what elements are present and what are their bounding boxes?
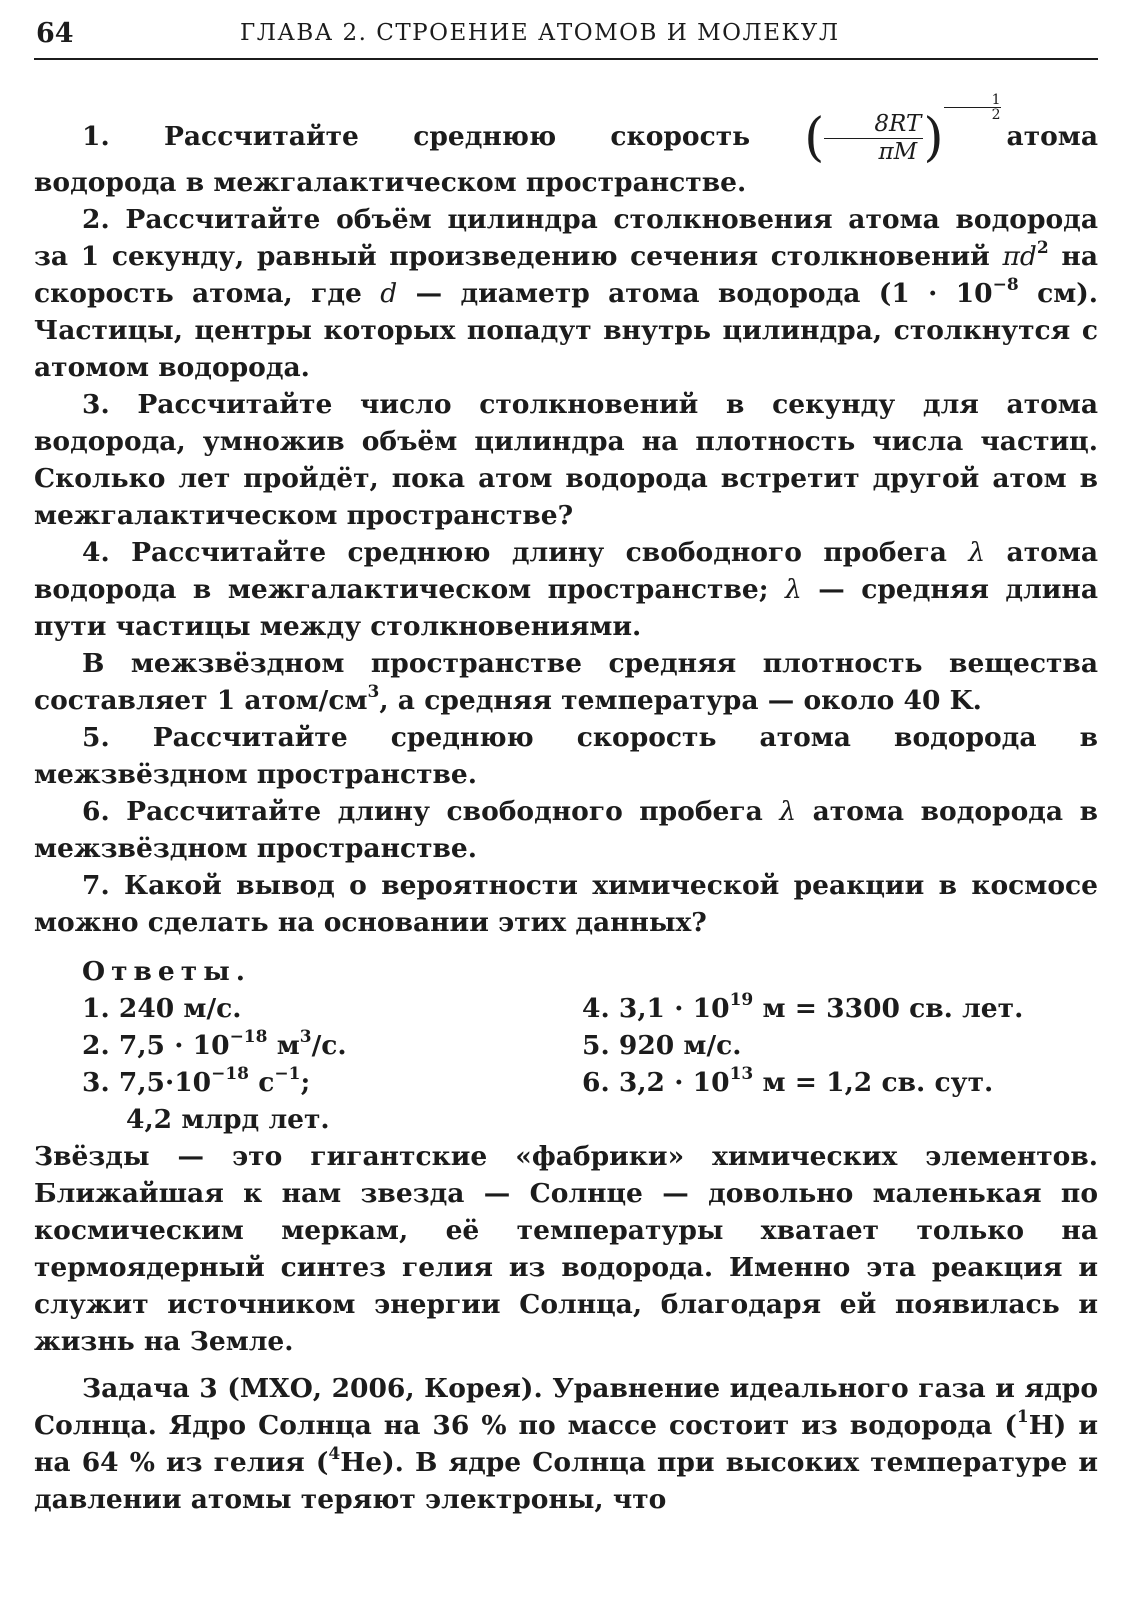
task-3-text-c: He). В ядре Солнца при высоких температуре и давлении атомы теряют электроны, что xyxy=(34,1447,1099,1515)
page-body xyxy=(34,92,1099,1518)
question-2-text-b: на скорость атома, где xyxy=(34,241,1098,309)
question-1-text: 1. Рассчитайте среднюю скорость xyxy=(82,121,751,152)
answer-2-end: /с. xyxy=(311,1030,347,1061)
answer-5: 5. 920 м/с. xyxy=(582,1030,742,1061)
answer-2-unit: м xyxy=(267,1030,300,1061)
task-3-paragraph xyxy=(34,1370,1098,1518)
d-symbol: d xyxy=(380,278,398,309)
question-7: 7. Какой вывод о вероятности химической реакции в космосе можно сделать на основании этих данных? xyxy=(34,870,1098,938)
question-4-text-c: — средняя длина пути частицы между столкновениями. xyxy=(34,574,1098,642)
fraction-numerator: 8RT xyxy=(824,113,923,139)
interstellar-paragraph xyxy=(34,645,1098,719)
answer-3-base: 3. 7,5·10 xyxy=(82,1067,212,1098)
exponent: −18 xyxy=(211,1064,250,1085)
mass-number: 4 xyxy=(328,1444,341,1465)
task-3-text-b: H) и на 64 % из гелия ( xyxy=(34,1410,1098,1478)
chapter-title: ГЛАВА 2. СТРОЕНИЕ АТОМОВ И МОЛЕКУЛ xyxy=(240,20,840,46)
question-4-text: 4. Рассчитайте среднюю длину свободного пробега xyxy=(82,537,969,568)
answer-4 xyxy=(582,990,1023,1027)
power-numerator: 1 xyxy=(991,92,1001,108)
answer-2 xyxy=(82,1027,347,1064)
lambda-symbol: λ xyxy=(968,537,986,568)
answer-4-end: м = 3300 св. лет. xyxy=(753,993,1024,1024)
interstellar-text-b: , а средняя температура — около 40 K. xyxy=(379,685,982,716)
exponent: 19 xyxy=(729,990,754,1011)
cube-exponent: 3 xyxy=(299,1027,312,1048)
question-1 xyxy=(34,92,1098,201)
answers-block xyxy=(34,990,1098,1138)
power-denominator: 2 xyxy=(944,107,1001,122)
pi-d-symbol: πd xyxy=(1002,241,1037,272)
fraction-denominator: πM xyxy=(878,138,918,165)
stars-paragraph: Звёзды — это гигантские «фабрики» химических элементов. Ближайшая к нам звезда — Солнце — довольно маленькая по космическим меркам, её температуры хватает только на термоядерный синтез гелия из водорода. Именно эта реакция и служит источником энергии Солнца, благодаря ей появилась и жизнь на Земле. xyxy=(34,1141,1098,1357)
question-2-text-c: — диаметр атома водорода (1 · 10 xyxy=(397,278,993,309)
running-header xyxy=(34,18,1098,60)
exponent: 13 xyxy=(729,1064,754,1085)
task-3-text: Ядро Солнца на 36 % по массе состоит из водорода ( xyxy=(156,1410,1017,1441)
task-3-heading: Задача 3 (МХО, 2006, Корея). Уравнение идеального газа и ядро Солнца. xyxy=(34,1373,1098,1441)
answer-3-end: ; xyxy=(300,1067,311,1098)
question-4-text-b: атома водорода в межгалактическом пространстве; xyxy=(34,537,1099,605)
fraction xyxy=(824,110,923,165)
question-6-text: 6. Рассчитайте длину свободного пробега xyxy=(82,796,780,827)
answers-title: Ответы. xyxy=(82,956,251,987)
exponent: −1 xyxy=(274,1064,301,1085)
answer-4-base: 4. 3,1 · 10 xyxy=(582,993,730,1024)
mass-number: 1 xyxy=(1016,1407,1029,1428)
answer-3-line-2: 4,2 млрд лет. xyxy=(126,1104,330,1135)
answer-2-base: 2. 7,5 · 10 xyxy=(82,1030,230,1061)
answer-3-unit: с xyxy=(249,1067,275,1098)
square-exponent: 2 xyxy=(1036,238,1049,259)
exponent: −18 xyxy=(229,1027,268,1048)
question-6-text-b: атома водорода в межзвёздном пространстве. xyxy=(34,796,1099,864)
lambda-symbol: λ xyxy=(779,796,797,827)
power-one-half xyxy=(944,93,1001,122)
answer-6-base: 6. 3,2 · 10 xyxy=(582,1067,730,1098)
question-1-text-end: атома водорода в межгалактическом пространстве. xyxy=(34,121,1098,198)
question-2-text-e: см). Частицы, центры которых попадут внутрь цилиндра, столкнутся с атомом водорода. xyxy=(34,278,1098,383)
question-4 xyxy=(34,534,1098,645)
answer-3 xyxy=(82,1064,310,1101)
page-number: 64 xyxy=(36,18,74,49)
answer-1: 1. 240 м/с. xyxy=(82,993,242,1024)
question-3: 3. Рассчитайте число столкновений в секунду для атома водорода, умножив объём цилиндра на плотность числа частиц. Сколько лет пройдёт, пока атом водорода встретит другой атом в межгалактическом пространстве? xyxy=(34,389,1098,531)
answer-6 xyxy=(582,1064,993,1101)
lambda-symbol: λ xyxy=(784,574,802,605)
question-6 xyxy=(34,793,1098,867)
interstellar-text: В межзвёздном пространстве средняя плотность вещества составляет 1 атом/см xyxy=(34,648,1098,716)
right-paren: ) xyxy=(923,108,944,168)
exponent: −8 xyxy=(992,275,1019,296)
question-2-text: 2. Рассчитайте объём цилиндра столкновения атома водорода за 1 секунду, равный произведению сечения столкновений xyxy=(34,204,1098,272)
question-2 xyxy=(34,201,1098,386)
mean-speed-formula xyxy=(756,92,1001,168)
question-5: 5. Рассчитайте среднюю скорость атома водорода в межзвёздном пространстве. xyxy=(34,722,1098,790)
left-paren: ( xyxy=(804,108,825,168)
cube-exponent: 3 xyxy=(367,682,380,703)
answer-6-end: м = 1,2 св. сут. xyxy=(753,1067,994,1098)
